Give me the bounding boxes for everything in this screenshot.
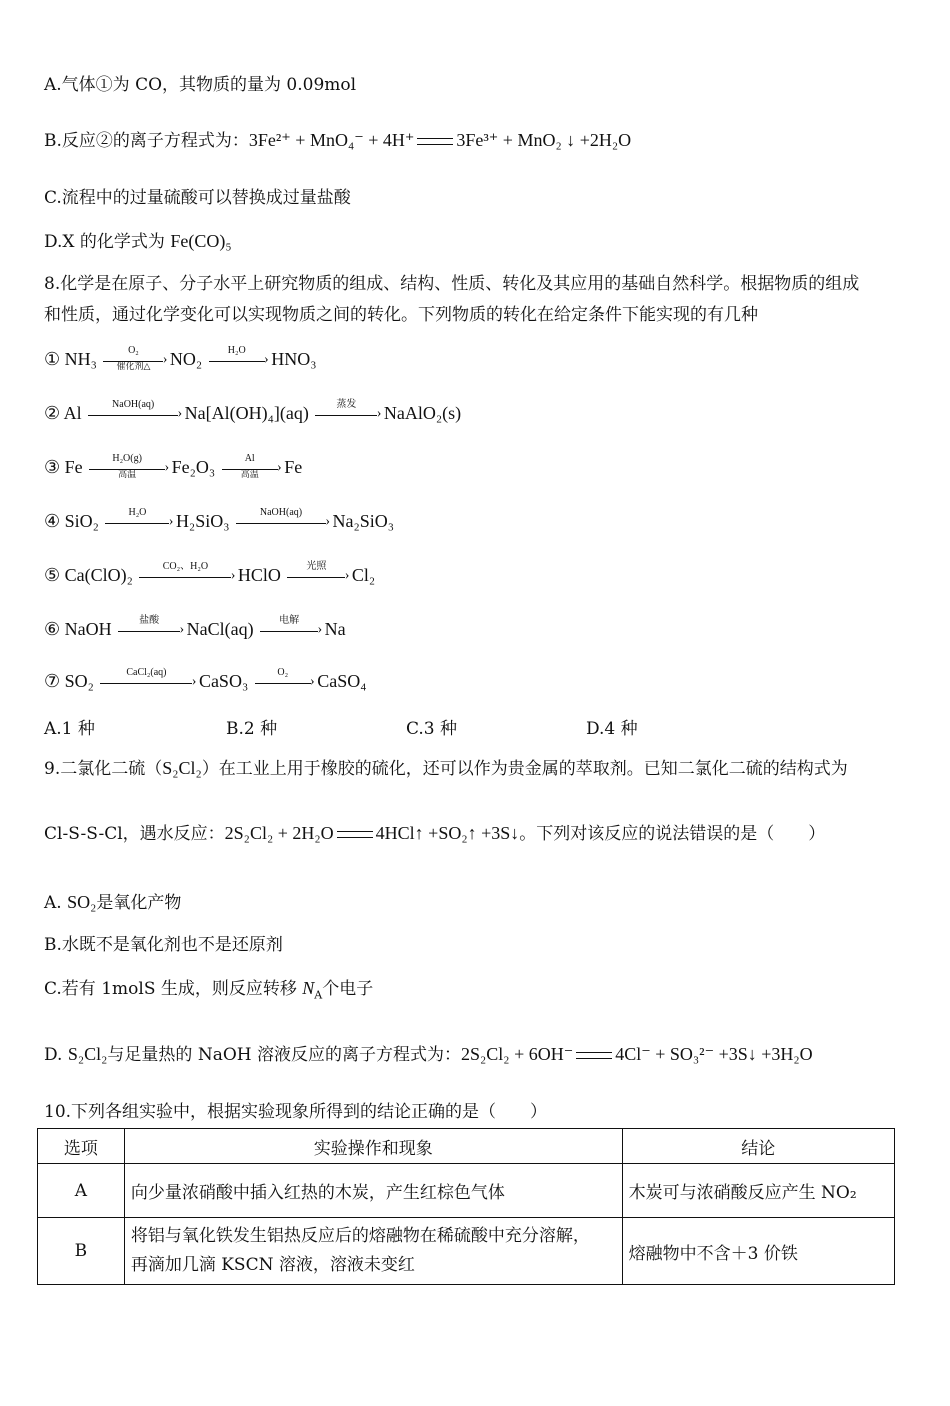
- row-option: A: [38, 1164, 125, 1218]
- q8-stem-line2: 和性质，通过化学变化可以实现物质之间的转化。下列物质的转化在给定条件下能实现的有几种: [44, 305, 758, 325]
- q8-stem-line1: 8.化学是在原子、分子水平上研究物质的组成、结构、性质、转化及其应用的基础自然科学。根据物质的组成: [44, 274, 860, 294]
- reaction-arrow: NaOH(aq) ›: [236, 521, 326, 524]
- q8-option-a: A.1 种: [44, 719, 95, 739]
- header-conclusion: 结论: [622, 1129, 894, 1164]
- table-row: [38, 1218, 895, 1285]
- q7-b-lhs: 3Fe²⁺ + MnO₄⁻ + 4H⁺: [248, 130, 415, 150]
- q10-stem: 10.下列各组实验中，根据实验现象所得到的结论正确的是（ ）: [44, 1102, 548, 1122]
- reaction-arrow: 盐酸 ›: [118, 629, 180, 632]
- reaction-arrow: Al › 高温: [222, 467, 278, 470]
- reaction-arrow: CO₂、H₂O ›: [139, 575, 231, 578]
- table-header-row: [38, 1129, 895, 1164]
- q9-option-c: C.若有 1molS 生成，则反应转移 $N_A$个电子: [44, 978, 374, 1002]
- q8-item-4: ④ SiO₂ H₂O › H₂SiO₃ NaOH(aq) › Na₂SiO₃: [44, 507, 395, 531]
- equals-sign: [337, 831, 373, 838]
- q8-item-1: ① NH₃ O₂ › 催化剂△ NO₂ H₂O › HNO₃: [44, 345, 317, 372]
- q8-item-3: ③ Fe H₂O(g) › 高温 Fe₂O₃ Al › 高温 Fe: [44, 453, 303, 480]
- q7-option-a: A.气体①为 CO，其物质的量为 0.09mol: [44, 75, 357, 95]
- reaction-arrow: O₂ ›: [255, 681, 311, 684]
- q10-table: [37, 1128, 895, 1285]
- q9-stem-line1: 9.二氯化二硫（S₂Cl₂）在工业上用于橡胶的硫化，还可以作为贵金属的萃取剂。已知二氯化二硫的结构式为: [44, 758, 848, 779]
- row-conclusion: 熔融物中不含＋3 价铁: [622, 1218, 894, 1285]
- reaction-arrow: 光照 ›: [287, 575, 345, 578]
- reaction-arrow: H₂O ›: [105, 521, 169, 524]
- header-option: 选项: [38, 1129, 125, 1164]
- q8-item-6: ⑥ NaOH 盐酸 › NaCl(aq) 电解 › Na: [44, 615, 346, 639]
- row-operation: 将铝与氧化铁发生铝热反应后的熔融物在稀硫酸中充分溶解， 再滴加几滴 KSCN 溶液，溶液未变红: [124, 1218, 622, 1285]
- table-row: [38, 1164, 895, 1218]
- q8-item-5: ⑤ Ca(ClO)₂ CO₂、H₂O › HClO 光照 › Cl₂: [44, 561, 376, 585]
- q7-b-rhs: 3Fe³⁺ + MnO₂ ↓ +2H₂O: [456, 130, 632, 150]
- q8-item-7: ⑦ SO₂ CaCl₂(aq) › CaSO₃ O₂ › CaSO₄: [44, 667, 367, 691]
- q7-option-d-label: D.X 的化学式为: [44, 232, 165, 252]
- q8-option-c: C.3 种: [406, 719, 458, 739]
- header-operation: 实验操作和现象: [124, 1129, 622, 1164]
- reaction-arrow: 电解 ›: [260, 629, 318, 632]
- reaction-arrow: CaCl₂(aq) ›: [100, 681, 192, 684]
- row-option: B: [38, 1218, 125, 1285]
- row-conclusion: 木炭可与浓硝酸反应产生 NO₂: [622, 1164, 894, 1218]
- q7-d-formula: Fe(CO)₅: [170, 231, 232, 251]
- q7-option-c: C.流程中的过量硫酸可以替换成过量盐酸: [44, 188, 351, 208]
- q8-item-2: ② Al NaOH(aq) › Na[Al(OH)₄](aq) 蒸发 › NaAlO₂(s): [44, 399, 462, 423]
- reaction-arrow: H₂O(g) › 高温: [89, 467, 165, 470]
- q9-option-b: B.水既不是氧化剂也不是还原剂: [44, 935, 283, 955]
- q7-option-b: [44, 129, 631, 152]
- row-operation: 向少量浓硝酸中插入红热的木炭，产生红棕色气体: [124, 1164, 622, 1218]
- reaction-arrow: H₂O ›: [209, 359, 265, 362]
- equals-sign: [417, 138, 453, 145]
- q8-option-d: D.4 种: [586, 719, 638, 739]
- q9-stem-line2: Cl-S-S-Cl，遇水反应：2S₂Cl₂ + 2H₂O 4HCl↑ +SO₂↑ +3S↓。下列对该反应的说法错误的是（ ）: [44, 823, 826, 844]
- q8-option-b: B.2 种: [226, 719, 278, 739]
- reaction-arrow: O₂ › 催化剂△: [103, 359, 163, 362]
- reaction-arrow: 蒸发 ›: [315, 413, 377, 416]
- q9-option-d: D. S₂Cl₂与足量热的 NaOH 溶液反应的离子方程式为：2S₂Cl₂ + 6OH⁻ 4Cl⁻ + SO₃²⁻ +3S↓ +3H₂O: [44, 1044, 813, 1065]
- reaction-arrow: NaOH(aq) ›: [88, 413, 178, 416]
- q7-option-b-label: B.反应②的离子方程式为：: [44, 131, 249, 151]
- q7-option-d: [44, 230, 232, 253]
- q9-option-a: A. SO₂是氧化产物: [44, 892, 182, 913]
- equals-sign: [576, 1052, 612, 1059]
